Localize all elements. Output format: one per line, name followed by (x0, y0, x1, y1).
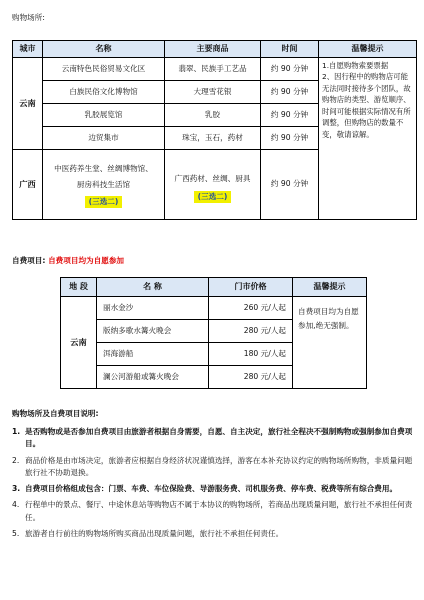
shop-goods: 乳胶 (165, 104, 261, 127)
shop-goods: 珠宝，玉石，药材 (165, 127, 261, 150)
note-text: 旅游者自行前往的购物场所购买商品出现质量问题，旅行社不承担任何责任。 (25, 529, 284, 539)
note-number: 3. (12, 484, 21, 494)
note-number: 5. (12, 529, 20, 539)
item-name: 澜公河游船或篝火晚会 (97, 366, 209, 389)
list-item (12, 426, 416, 451)
shop-tip-text: 1.自愿购物索要票据 2、因行程中的购物店可能无法同时接待多个团队，故购物店的类型、游览顺序、时间可能根据实际情况有所调整，但购物店的数量不变，敬请谅解。 (322, 61, 411, 139)
item-price: 280 元/人起 (209, 320, 293, 343)
shop-time: 约 90 分钟 (261, 150, 319, 220)
shop-name-line: 厨房科技生活馆 (76, 179, 131, 189)
shop-time: 约 90 分钟 (261, 104, 319, 127)
shop-goods: 大理雪花银 (165, 81, 261, 104)
shop-name: 白族民俗文化博物馆 (43, 81, 165, 104)
city-cell: 广西 (13, 150, 43, 220)
optional-section-title (12, 255, 124, 266)
optional-table (60, 277, 367, 389)
column-header: 地 段 (61, 278, 97, 297)
shop-name: 乳胶展览馆 (43, 104, 165, 127)
column-header: 温馨提示 (319, 41, 417, 58)
note-number: 1. (12, 427, 21, 436)
shop-tip (319, 58, 417, 220)
note-text: 自费项目价格组成包含：门票、车费、车位保险费、导游服务费、司机服务费、停车费、税费等所有综合费用。 (25, 484, 398, 494)
notes-list (12, 426, 416, 540)
shop-name (43, 150, 165, 220)
shop-time: 约 90 分钟 (261, 81, 319, 104)
note-text: 商品价格是由市场决定，旅游者应根据自身经济状况谨慎选择，游客在本补充协议约定的购物场所购物，非质量问题旅行社不协助退换。 (25, 455, 413, 477)
shop-name-line: 中医药养生堂、丝绸博物馆、 (54, 163, 153, 173)
column-header: 城市 (13, 41, 43, 58)
shop-goods-text: 广西药材、丝绸、厨具 (174, 174, 251, 184)
shop-name: 云南特色民俗贸易文化区 (43, 58, 165, 81)
column-header: 名 称 (97, 278, 209, 297)
table-row (61, 297, 367, 320)
column-header: 名称 (43, 41, 165, 58)
shop-time: 约 90 分钟 (261, 58, 319, 81)
choose-two-tag: (三选二) (194, 191, 232, 203)
shopping-table (12, 40, 417, 220)
item-name: 版纳多歌水篝火晚会 (97, 320, 209, 343)
list-item (12, 499, 416, 524)
table-row (13, 58, 417, 81)
shop-name: 边贸集市 (43, 127, 165, 150)
city-cell: 云南 (13, 58, 43, 150)
list-item (12, 455, 416, 480)
item-name: 丽水金沙 (97, 297, 209, 320)
choose-two-tag: (三选二) (85, 196, 123, 208)
shopping-section-title: 购物场所: (12, 13, 45, 22)
list-item (12, 483, 416, 495)
note-text: 行程单中的景点、餐厅、中途休息站等购物店不属于本协议的购物场所，若商品出现质量问题，旅行社不承担任何责任。 (25, 500, 413, 522)
note-number: 2. (12, 455, 20, 465)
item-price: 180 元/人起 (209, 343, 293, 366)
column-header: 主要商品 (165, 41, 261, 58)
item-name: 洱海游船 (97, 343, 209, 366)
column-header: 温馨提示 (293, 278, 367, 297)
city-cell: 云南 (61, 297, 97, 389)
shop-goods (165, 150, 261, 220)
item-price: 260 元/人起 (209, 297, 293, 320)
item-price: 280 元/人起 (209, 366, 293, 389)
column-header: 门市价格 (209, 278, 293, 297)
shop-time: 约 90 分钟 (261, 127, 319, 150)
notes-title: 购物场所及自费项目说明: (12, 409, 99, 418)
list-item (12, 528, 416, 540)
note-number: 4. (12, 500, 20, 510)
optional-subtitle: 自费项目均为自愿参加 (48, 256, 125, 265)
shop-goods: 翡翠、民族手工艺品 (165, 58, 261, 81)
optional-tip: 自费项目均为自愿参加,绝无强制。 (293, 297, 367, 389)
optional-title: 自费项目: (12, 256, 46, 265)
note-text: 是否购物或是否参加自费项目由旅游者根据自身需要，自愿、自主决定，旅行社全程决不强制购物或强制参加自费项目。 (25, 427, 413, 449)
column-header: 时间 (261, 41, 319, 58)
